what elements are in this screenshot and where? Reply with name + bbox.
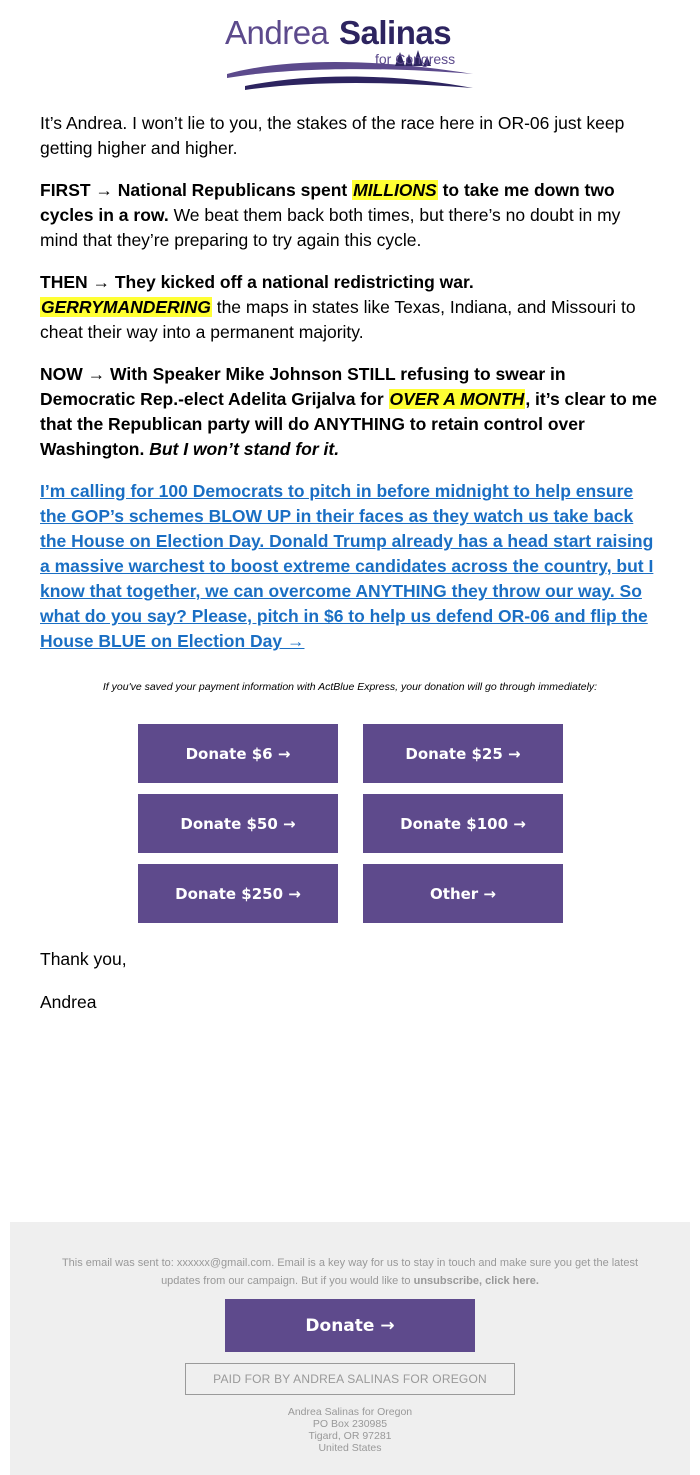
mailing-address [10, 1406, 690, 1454]
now-paragraph [40, 362, 660, 462]
logo-first-name: Andrea [225, 14, 329, 51]
address-line: Andrea Salinas for Oregon [287, 1406, 413, 1418]
donate-other-button[interactable]: Other → [363, 864, 563, 923]
address-line: PO Box 230985 [312, 1418, 388, 1430]
donate-250-button[interactable]: Donate $250 → [138, 864, 338, 923]
donate-100-button[interactable]: Donate $100 → [363, 794, 563, 853]
footer-donate-button[interactable]: Donate → [225, 1299, 475, 1352]
logo-subtitle: for Congress [375, 51, 456, 67]
donate-50-button[interactable]: Donate $50 → [138, 794, 338, 853]
address-line: Tigard, OR 97281 [308, 1430, 392, 1442]
logo-last-name: Salinas [339, 14, 452, 51]
footer [10, 1222, 690, 1475]
first-bold-rest: to take me down two cycles in a row. [40, 180, 615, 225]
now-italic: But I won’t stand for it. [149, 439, 340, 459]
intro-paragraph: It’s Andrea. I won’t lie to you, the stakes of the race here in OR-06 just keep getting higher and higher. [40, 113, 625, 158]
donate-6-button[interactable]: Donate $6 → [138, 724, 338, 783]
signature-name: Andrea [40, 992, 97, 1012]
footer-disclaimer [50, 1254, 650, 1290]
donate-cta-link[interactable]: I’m calling for 100 Democrats to pitch in before midnight to help ensure the GOP’s schemes BLOW UP in their faces as they watch us take back the House on Election Day. Donald Trump already has a head start raising a massive warchest to boost extreme candidates across the country, but I know that together, we can overcome ANYTHING they throw our way. So what do you say? Please, pitch in $6 to help us defend OR-06 and flip the House BLUE on Election Day → [40, 481, 654, 651]
now-lead: NOW → With Speaker Mike Johnson STILL refusing to swear in Democratic Rep.-elect Adelita Grijalva for [40, 364, 566, 409]
highlight-millions: MILLIONS [353, 180, 437, 200]
then-paragraph [40, 270, 660, 345]
address-line: United States [318, 1442, 382, 1454]
paid-for-box: PAID FOR BY ANDREA SALINAS FOR OREGON [185, 1363, 515, 1395]
highlight-over-a-month: OVER A MONTH [389, 389, 525, 409]
campaign-logo [225, 14, 475, 96]
footer-sent-rest: . Email is a key way for us to stay in touch and make sure you get the latest updates from our campaign. But if you would like to [161, 1257, 639, 1287]
first-rest: We beat them back both times, but there’s no doubt in my mind that they’re preparing to try again this cycle. [40, 205, 621, 250]
donate-25-button[interactable]: Donate $25 → [363, 724, 563, 783]
then-lead: THEN → They kicked off a national redistricting war. [40, 272, 474, 292]
actblue-express-note: If you've saved your payment information with ActBlue Express, your donation will go through immediately: [102, 681, 598, 693]
unsubscribe-link[interactable]: unsubscribe, click here. [413, 1275, 539, 1287]
then-rest: the maps in states like Texas, Indiana, and Missouri to cheat their way into a permanent majority. [40, 297, 636, 342]
first-lead: FIRST → National Republicans spent [40, 180, 353, 200]
footer-sent-prefix: This email was sent to: [61, 1257, 177, 1269]
first-paragraph [40, 178, 660, 253]
thanks-text: Thank you, [40, 949, 127, 969]
email-body [40, 111, 660, 654]
footer-email: xxxxxx@gmail.com [176, 1257, 272, 1269]
now-rest: , it’s clear to me that the Republican party will do ANYTHING to retain control over Washington. [40, 389, 657, 459]
highlight-gerrymandering: GERRYMANDERING [41, 297, 211, 317]
